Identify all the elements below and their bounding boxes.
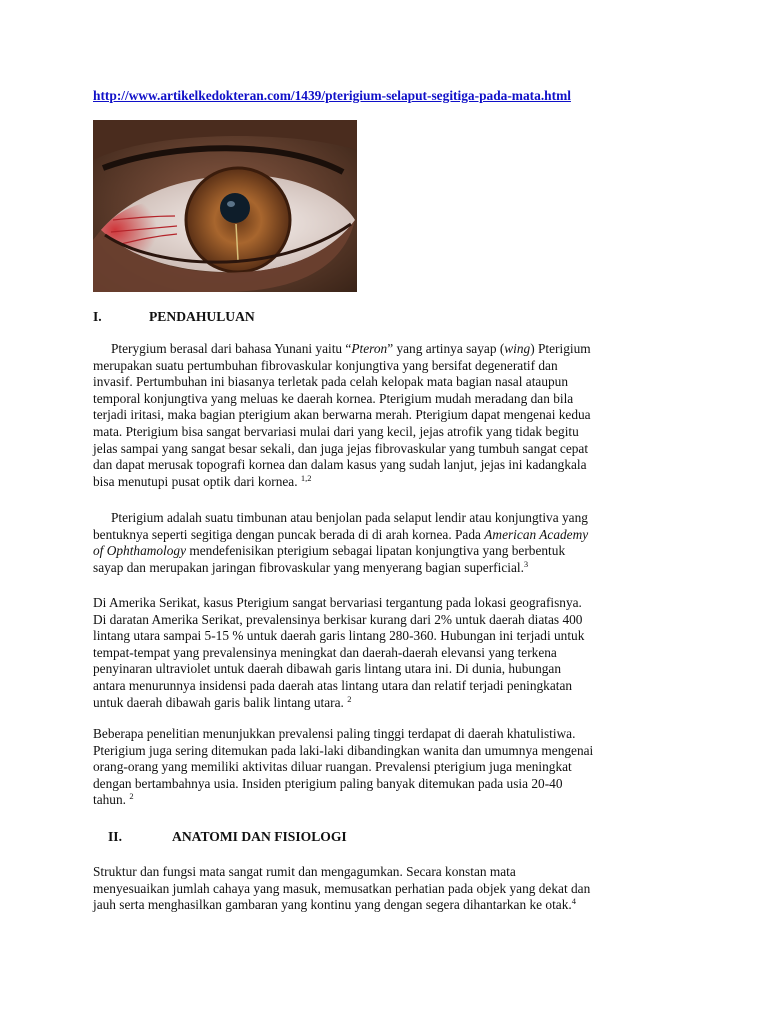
paragraph-anatomy bbox=[93, 864, 683, 914]
citation: 1,2 bbox=[300, 472, 312, 483]
text-line: Struktur dan fungsi mata sangat rumit dan mengagumkan. Secara konstan mata bbox=[93, 864, 516, 879]
paragraph-definition bbox=[93, 510, 683, 576]
text-line: temporal konjungtiva yang meluas ke daerah kornea. Pterigium mudah meradang dan bila bbox=[93, 390, 574, 406]
section-number: II. bbox=[108, 829, 122, 844]
text-line: Pterigium adalah suatu timbunan atau benjolan pada selaput lendir atau konjungtiva yang bbox=[111, 510, 588, 525]
text-line: bisa menutupi pusat optik dari kornea. $^{1,2}$ bbox=[93, 472, 312, 489]
section-heading-pendahuluan bbox=[93, 309, 255, 325]
source-link[interactable]: http://www.artikelkedokteran.com/1439/pterigium-selaput-segitiga-pada-mata.html bbox=[93, 88, 571, 103]
paragraph-epidemiology bbox=[93, 595, 683, 711]
text-line: antara menurunnya insidensi pada daerah atas lintang utara dan relatif terjadi peningkatan bbox=[93, 677, 573, 693]
text-line: dan dapat merusak topografi kornea dan dalam kasus yang sudah lanjut, jejas ini kadangkala bbox=[93, 457, 587, 473]
text-line: untuk daerah dibawah garis balik lintang utara. $^2$ bbox=[93, 693, 352, 710]
text-line: menyesuaikan jumlah cahaya yang masuk, memusatkan perhatian pada objek yang dekat dan bbox=[93, 880, 591, 896]
text-line: Pterygium berasal dari bahasa Yunani yaitu “Pteron” yang artinya sayap (wing) Pterigium bbox=[111, 341, 591, 356]
text-line: invasif. Pertumbuhan ini biasanya terletak pada celah kelopak mata bagian nasal ataupun bbox=[93, 374, 569, 390]
section-heading-anatomi bbox=[108, 829, 347, 845]
text-line: of Ophthamology mendefenisikan pterigium sebagai lipatan konjungtiva yang berbentuk bbox=[93, 543, 566, 559]
eye-photo bbox=[93, 120, 357, 292]
text-line: lintang utara sampai 5-15 % untuk daerah garis lintang 280-360. Hubungan ini terjadi untuk bbox=[93, 628, 585, 644]
citation: 3 bbox=[523, 558, 529, 569]
text-line: dengan bertambahnya usia. Insiden pterigium paling banyak ditemukan pada usia 20-40 bbox=[93, 775, 563, 791]
text-line: Di Amerika Serikat, kasus Pterigium sangat bervariasi tergantung pada lokasi geografisnya. bbox=[93, 595, 582, 610]
text-line: Beberapa penelitian menunjukkan prevalensi paling tinggi terdapat di daerah khatulistiwa. bbox=[93, 726, 576, 741]
text-line: terjadi iritasi, maka bagian pterigium akan berwarna merah. Pterigium dapat mengenai kedua bbox=[93, 407, 591, 423]
citation: 2 bbox=[129, 791, 134, 802]
text-line: orang-orang yang memiliki aktivitas diluar ruangan. Prevalensi pterigium juga meningkat bbox=[93, 759, 572, 775]
text-line: jauh serta menghasilkan gambaran yang kontinu yang dengan segera dihantarkan ke otak.$^4$ bbox=[93, 896, 576, 913]
text-line: merupakan suatu pertumbuhan fibrovaskular konjungtiva yang bersifat degeneratif dan bbox=[93, 357, 558, 373]
citation: 4 bbox=[571, 896, 576, 907]
paragraph-intro bbox=[93, 341, 683, 490]
text-line: Di daratan Amerika Serikat, prevalensinya berkisar kurang dari 2% untuk daerah diatas 400 bbox=[93, 611, 583, 627]
text-line: tahun. $^2$ bbox=[93, 791, 134, 808]
text-line: mata. Pterigium bisa sangat bervariasi mulai dari yang kecil, jejas atrofik yang tidak begitu bbox=[93, 423, 579, 439]
section-title: PENDAHULUAN bbox=[149, 309, 255, 324]
text-line: tempat-tempat yang prevalensinya meningkat dan daerah-daerah elevansi yang terkena bbox=[93, 644, 557, 660]
paragraph-prevalence bbox=[93, 726, 683, 809]
section-number: I. bbox=[93, 309, 102, 324]
text-line: bentuknya seperti segitiga dengan puncak berada di di arah kornea. Pada American Academy bbox=[93, 526, 589, 542]
citation: 2 bbox=[347, 693, 352, 704]
text-line: jelas sampai yang sangat besar sekali, dan juga jejas fibrovaskular yang tumbuh sangat cepat bbox=[93, 440, 589, 456]
text-line: sayap dan merupakan jaringan fibrovaskular yang menyerang bagian superficial.$^3$ bbox=[93, 558, 529, 575]
text-line: penyinaran ultraviolet untuk daerah dibawah garis lintang utara ini. Di dunia, hubungan bbox=[93, 661, 562, 677]
eye-illustration bbox=[93, 120, 357, 292]
section-title: ANATOMI DAN FISIOLOGI bbox=[172, 829, 347, 844]
text-line: Pterigium juga sering ditemukan pada laki-laki dibandingkan wanita dan umumnya mengenai bbox=[93, 742, 594, 758]
